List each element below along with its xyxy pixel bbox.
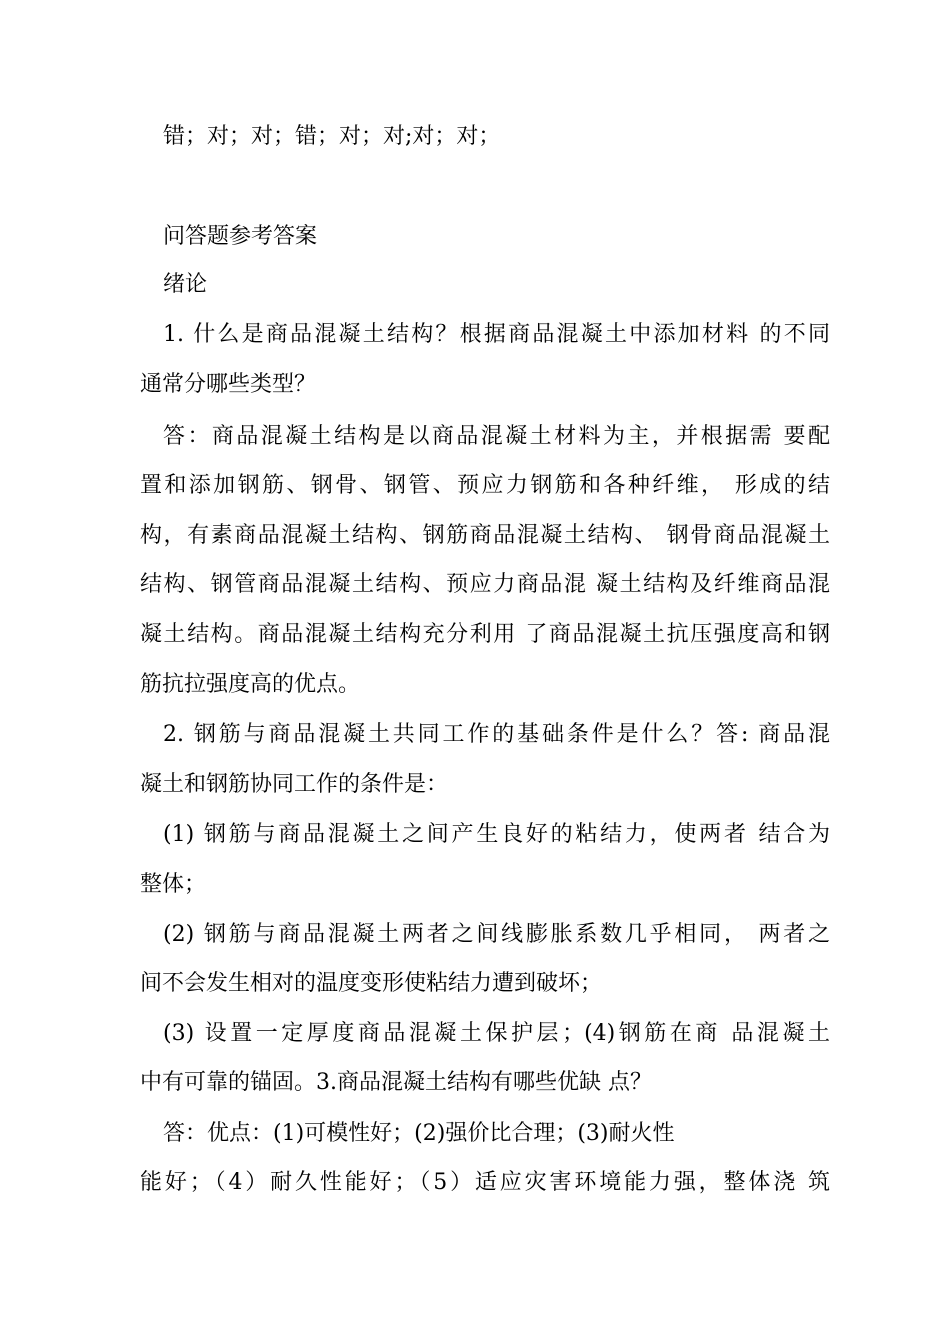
answer-key-line: 错；对；对；错；对；对;对；对； (163, 124, 501, 149)
section-heading: 问答题参考答案 (163, 224, 318, 249)
question-2-line-2: 凝土和钢筋协同工作的条件是： (140, 772, 449, 797)
answer-1-line-5: 凝土结构。商品混凝土结构充分利用 了商品混凝土抗压强度高和钢 (140, 622, 830, 647)
condition-2-line-1: (2) 钢筋与商品混凝土两者之间线膨胀系数几乎相同， 两者之 (163, 922, 830, 947)
answer-1-line-3: 构，有素商品混凝土结构、钢筋商品混凝土结构、 钢骨商品混凝土 (140, 523, 830, 548)
chapter-heading: 绪论 (163, 272, 208, 297)
answer-3-line-2: 能好；（4）耐久性能好；（5）适应灾害环境能力强，整体浇 筑 (140, 1170, 830, 1195)
condition-1-line-1: (1) 钢筋与商品混凝土之间产生良好的粘结力，使两者 结合为 (163, 822, 830, 847)
answer-1-line-1: 答：商品混凝土结构是以商品混凝土材料为主，并根据需 要配 (163, 424, 830, 449)
condition-1-line-2: 整体； (140, 872, 207, 897)
answer-1-line-6: 筋抗拉强度高的优点。 (140, 672, 361, 697)
answer-3-line-1: 答：优点：(1)可模性好；(2)强价比合理；(3)耐火性 (163, 1121, 675, 1146)
condition-3-line-2: 中有可靠的锚固。3.商品混凝土结构有哪些优缺 点？ (140, 1070, 652, 1095)
answer-1-line-2: 置和添加钢筋、钢骨、钢管、预应力钢筋和各种纤维， 形成的结 (140, 473, 830, 498)
question-1-line-1: 1. 什么是商品混凝土结构？根据商品混凝土中添加材料 的不同 (163, 322, 830, 347)
answer-1-line-4: 结构、钢管商品混凝土结构、预应力商品混 凝土结构及纤维商品混 (140, 572, 830, 597)
condition-3-line-1: (3) 设置一定厚度商品混凝土保护层；(4)钢筋在商 品混凝土 (163, 1021, 830, 1046)
question-1-line-2: 通常分哪些类型？ (140, 372, 317, 397)
question-2-line-1: 2. 钢筋与商品混凝土共同工作的基础条件是什么？答: 商品混 (163, 722, 830, 747)
condition-2-line-2: 间不会发生相对的温度变形使粘结力遭到破坏； (140, 971, 603, 996)
